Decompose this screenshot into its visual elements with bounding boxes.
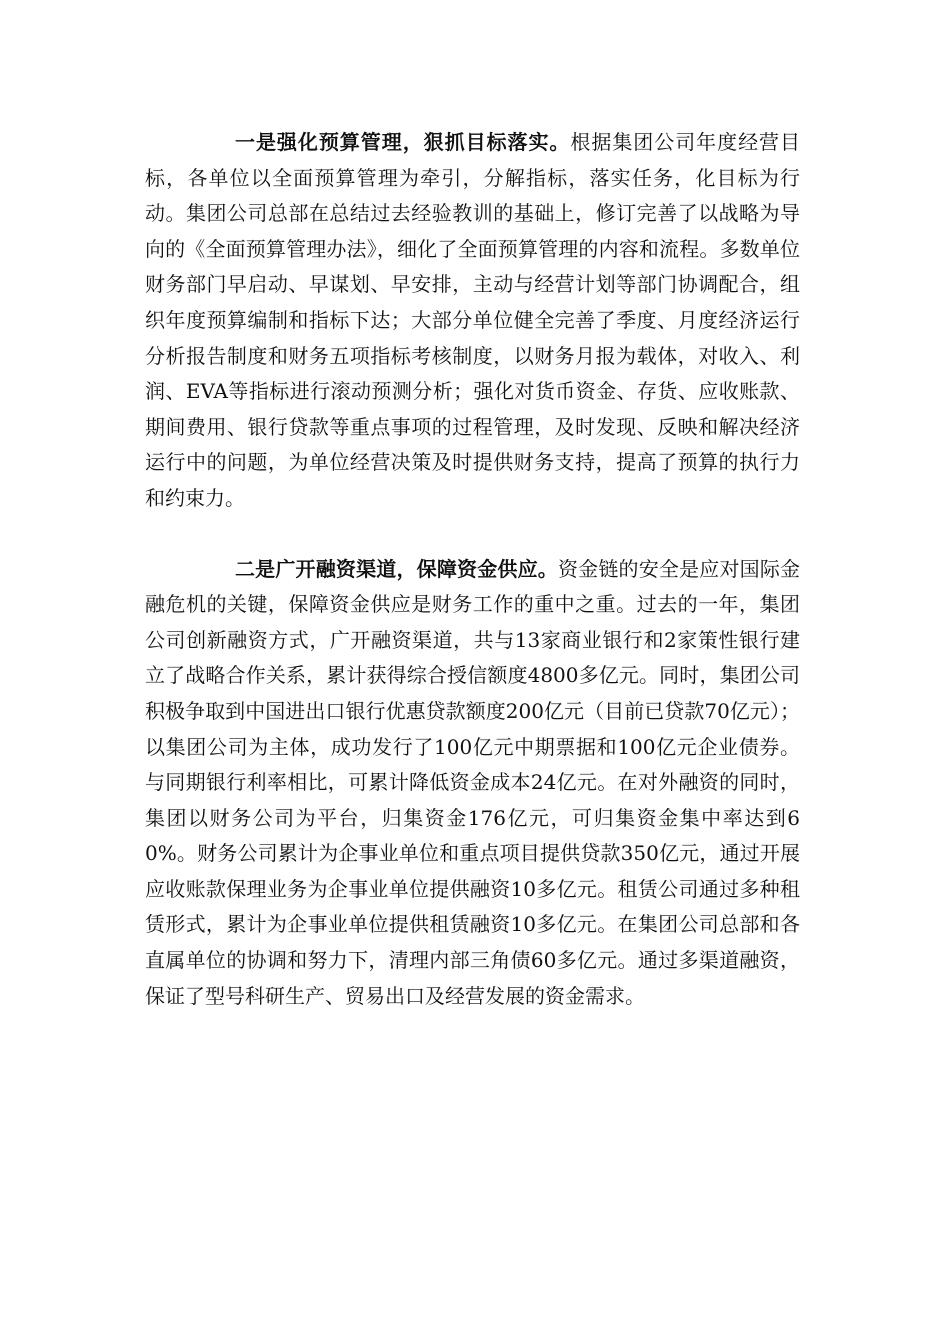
- paragraph-budget-management: [145, 125, 800, 517]
- paragraph-body-text: 资金链的安全是应对国际金融危机的关键，保障资金供应是财务工作的重中之重。过去的一年，集团公司创新融资方式，广开融资渠道，共与13家商业银行和2家策性银行建立了战略合作关系，累计获得综合授信额度4800多亿元。同时，集团公司积极争取到中国进出口银行优惠贷款额度200亿元（目前已贷款70亿元）；以集团公司为主体，成功发行了100亿元中期票据和100亿元企业债券。与同期银行利率相比，可累计降低资金成本24亿元。在对外融资的同时，集团以财务公司为平台，归集资金176亿元，可归集资金集中率达到60%。财务公司累计为企事业单位和重点项目提供贷款350亿元，通过开展应收账款保理业务为企事业单位提供融资10多亿元。租赁公司通过多种租赁形式，累计为企事业单位提供租赁融资10多亿元。在集团公司总部和各直属单位的协调和努力下，清理内部三角债60多亿元。通过多渠道融资，保证了型号科研生产、贸易出口及经营发展的资金需求。: [145, 556, 801, 1008]
- paragraph-financing-channels: [145, 552, 800, 1015]
- paragraph-body-text: 根据集团公司年度经营目标，各单位以全面预算管理为牵引，分解指标，落实任务，化目标为行动。集团公司总部在总结过去经验教训的基础上，修订完善了以战略为导向的《全面预算管理办法》，细化了全面预算管理的内容和流程。多数单位财务部门早启动、早谋划、早安排，主动与经营计划等部门协调配合，组织年度预算编制和指标下达；大部分单位健全完善了季度、月度经济运行分析报告制度和财务五项指标考核制度，以财务月报为载体，对收入、利润、EVA等指标进行滚动预测分析；强化对货币资金、存货、应收账款、期间费用、银行贷款等重点事项的过程管理，及时发现、反映和解决经济运行中的问题，为单位经营决策及时提供财务支持，提高了预算的执行力和约束力。: [145, 130, 801, 510]
- document-page: [145, 125, 800, 1049]
- paragraph-lead-heading: 一是强化预算管理，狠抓目标落实。: [235, 130, 571, 154]
- paragraph-lead-heading: 二是广开融资渠道，保障资金供应。: [235, 556, 558, 581]
